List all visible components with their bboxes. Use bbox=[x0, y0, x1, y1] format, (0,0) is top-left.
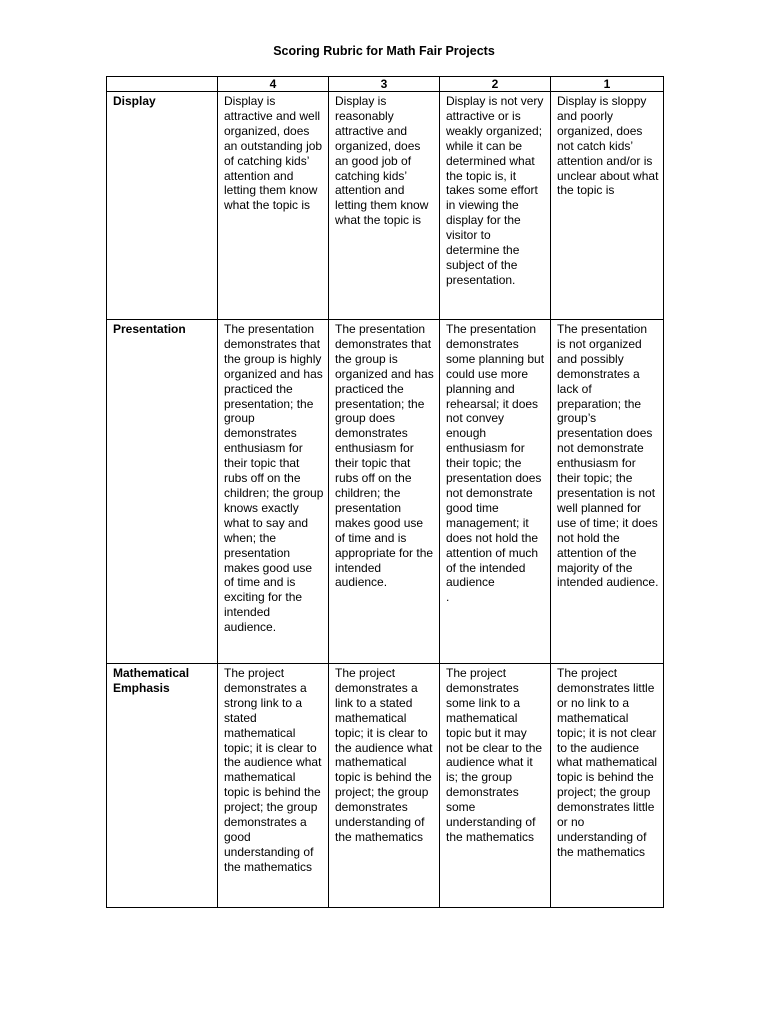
math-score-2-cell: The project demonstrates some link to a mathematical topic but it may not be clear to the audience what it is; the group demonstrates some understanding of the mathematics bbox=[440, 664, 551, 908]
presentation-score-1-cell: The presentation is not organized and possibly demonstrates a lack of preparation; the group’s presentation does not demonstrate enthusiasm for their topic; the presentation is not well planned for use of time; it does not hold the attention of the majority of the intended audience. bbox=[551, 320, 664, 664]
header-blank-cell bbox=[107, 77, 218, 92]
criterion-mathematical-emphasis: Mathematical Emphasis bbox=[107, 664, 218, 908]
rubric-table bbox=[106, 76, 664, 908]
display-score-2-cell: Display is not very attractive or is weakly organized; while it can be determined what the topic is, it takes some effort in viewing the display for the visitor to determine the subject of the presentation. bbox=[440, 92, 551, 320]
math-score-1-cell: The project demonstrates little or no link to a mathematical topic; it is not clear to the audience what mathematical topic is behind the project; the group demonstrates little or no understanding of the mathematics bbox=[551, 664, 664, 908]
header-score-4: 4 bbox=[218, 77, 329, 92]
presentation-score-4-cell: The presentation demonstrates that the group is highly organized and has practiced the presentation; the group demonstrates enthusiasm for their topic that rubs off on the children; the group knows exactly what to say and when; the presentation makes good use of time and is exciting for the intended audience. bbox=[218, 320, 329, 664]
presentation-score-2-cell: The presentation demonstrates some planning but could use more planning and rehearsal; it does not convey enough enthusiasm for their topic; the presentation does not demonstrate good time management; it does not hold the attention of much of the intended audience . bbox=[440, 320, 551, 664]
page-title: Scoring Rubric for Math Fair Projects bbox=[273, 44, 495, 58]
criterion-presentation: Presentation bbox=[107, 320, 218, 664]
display-score-1-cell: Display is sloppy and poorly organized, does not catch kids’ attention and/or is unclear about what the topic is bbox=[551, 92, 664, 320]
display-score-4-cell: Display is attractive and well organized, does an outstanding job of catching kids’ attention and letting them know what the topic is bbox=[218, 92, 329, 320]
header-score-2: 2 bbox=[440, 77, 551, 92]
display-score-3-cell: Display is reasonably attractive and organized, does an good job of catching kids’ attention and letting them know what the topic is bbox=[329, 92, 440, 320]
math-score-4-cell: The project demonstrates a strong link to a stated mathematical topic; it is clear to the audience what mathematical topic is behind the project; the group demonstrates a good understanding of the mathematics bbox=[218, 664, 329, 908]
header-score-3: 3 bbox=[329, 77, 440, 92]
header-score-1: 1 bbox=[551, 77, 664, 92]
presentation-score-3-cell: The presentation demonstrates that the group is organized and has practiced the presentation; the group does demonstrates enthusiasm for their topic that rubs off on the children; the presentation makes good use of time and is appropriate for the intended audience. bbox=[329, 320, 440, 664]
header-row bbox=[107, 77, 664, 92]
row-display bbox=[107, 92, 664, 320]
row-mathematical-emphasis bbox=[107, 664, 664, 908]
criterion-display: Display bbox=[107, 92, 218, 320]
math-score-3-cell: The project demonstrates a link to a stated mathematical topic; it is clear to the audience what mathematical topic is behind the project; the group demonstrates understanding of the mathematics bbox=[329, 664, 440, 908]
row-presentation bbox=[107, 320, 664, 664]
